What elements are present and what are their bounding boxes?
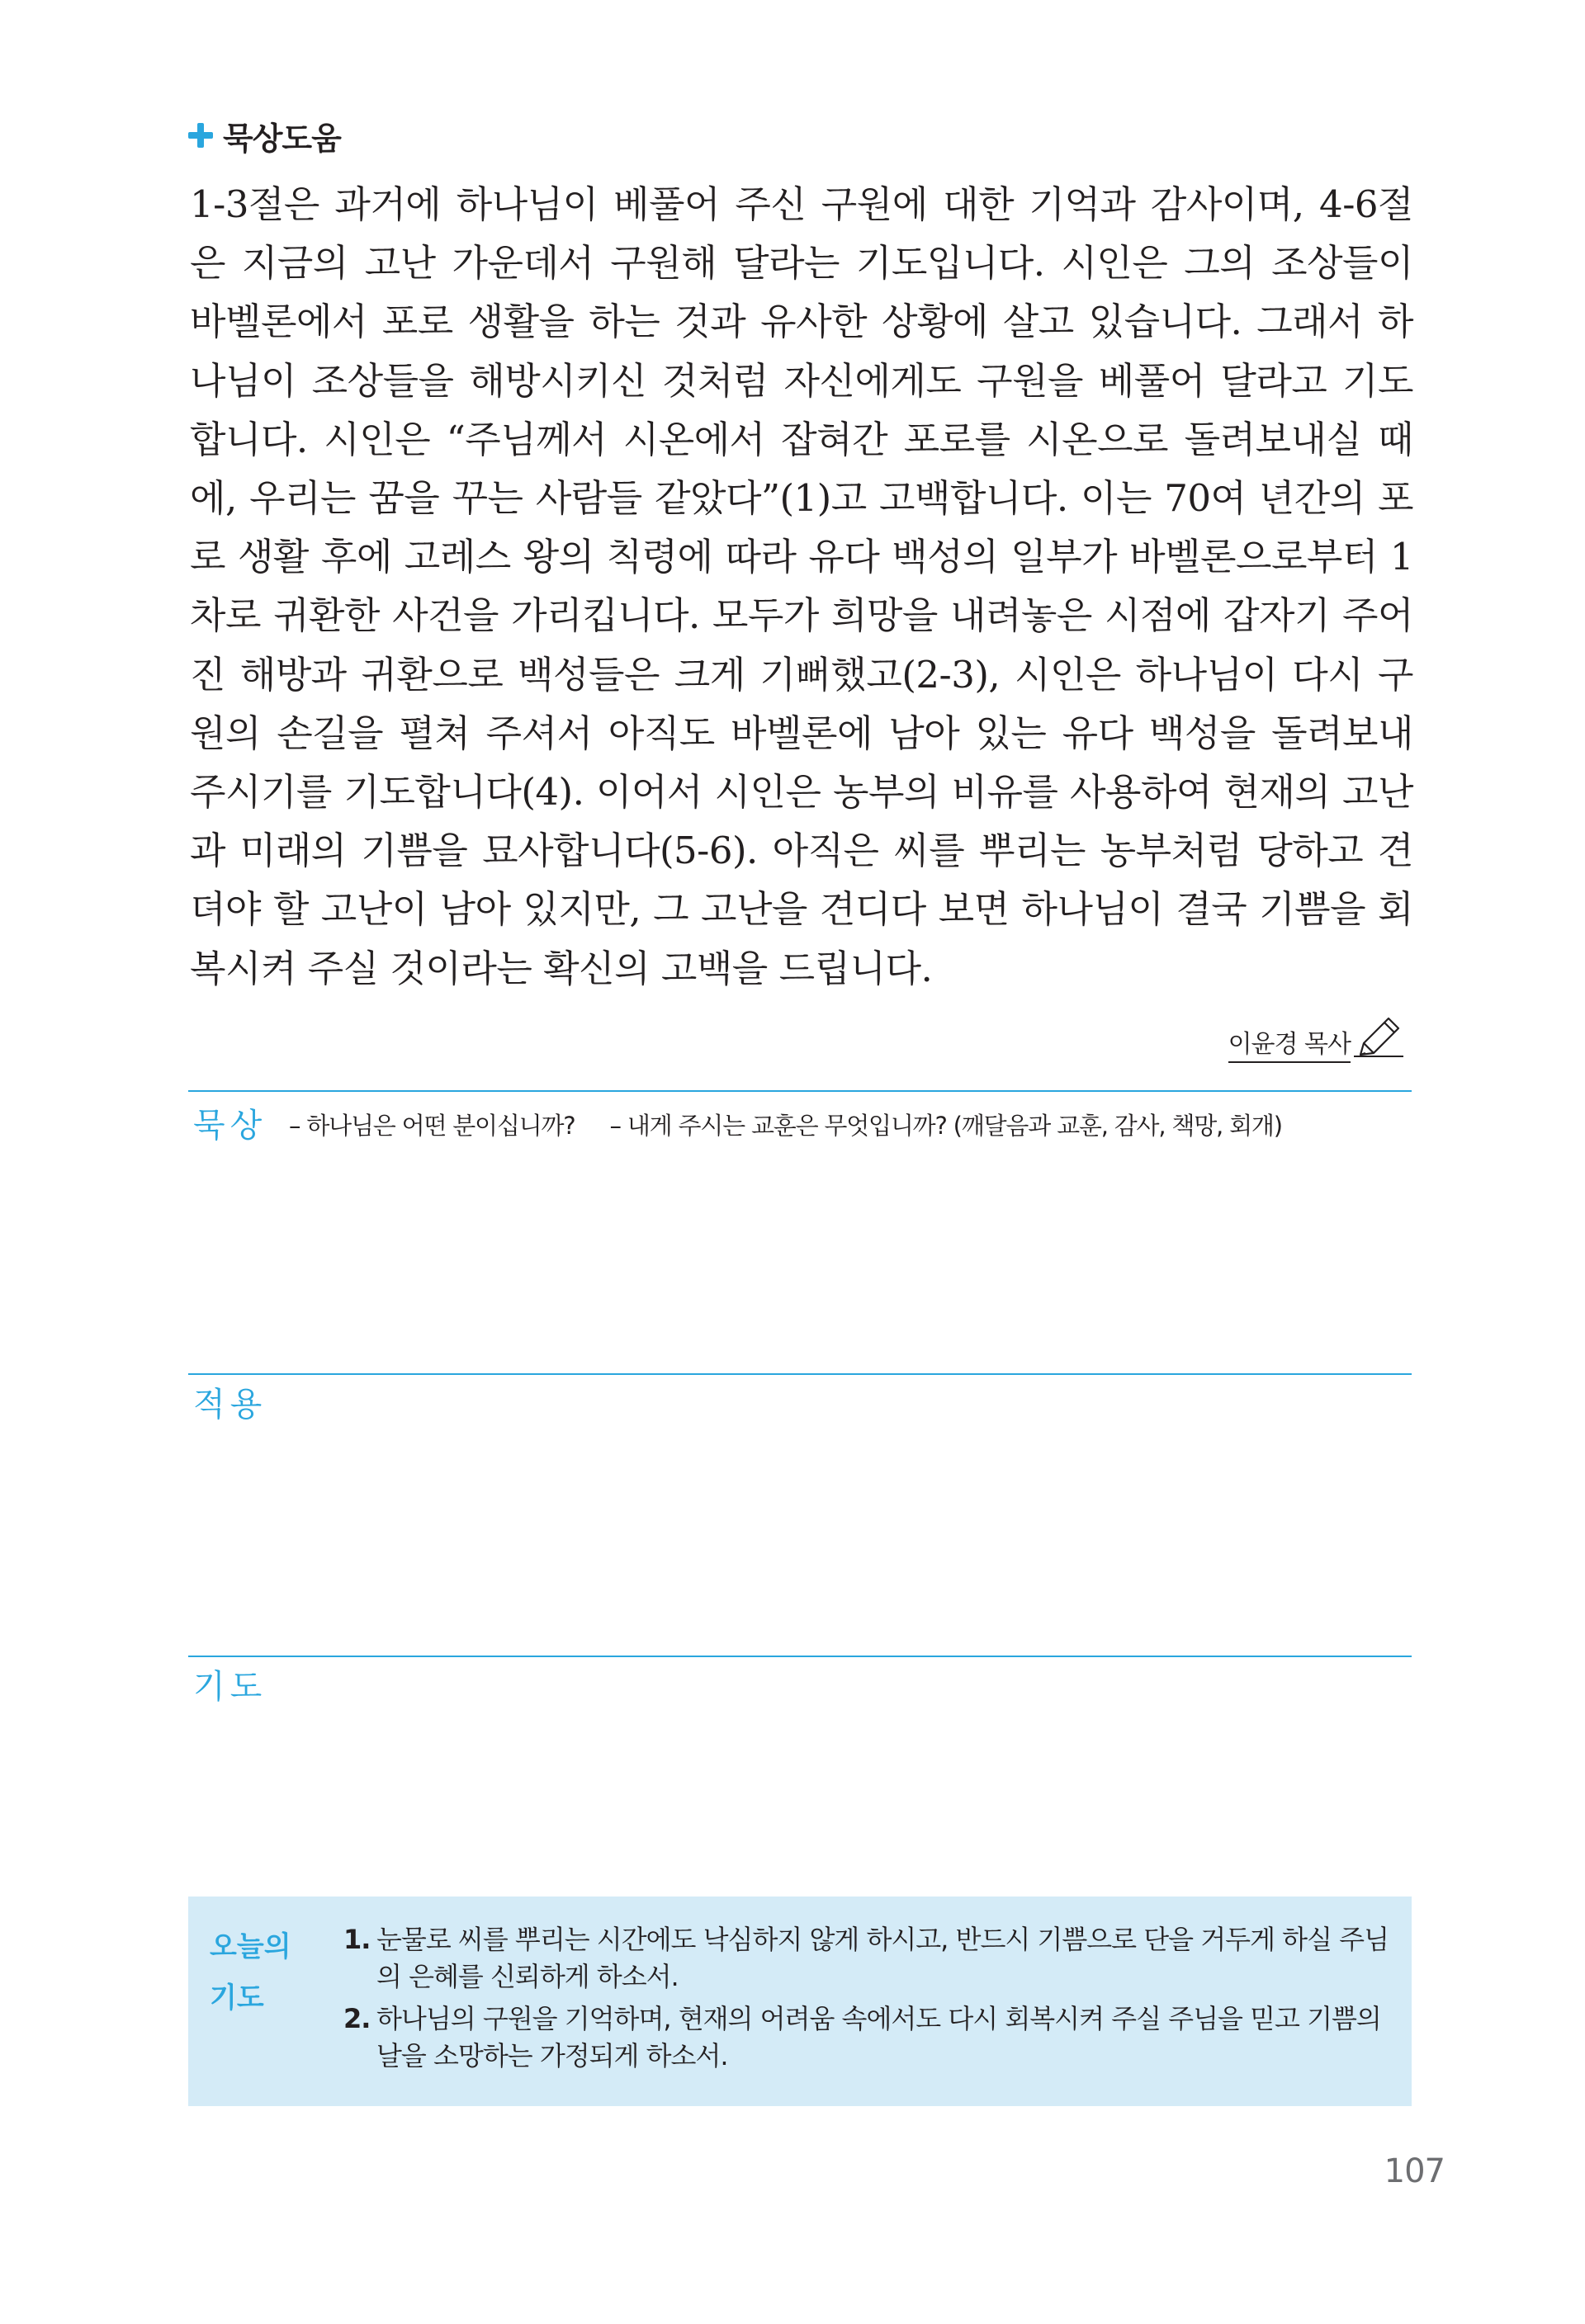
prayer-heading: 기도 — [193, 1668, 267, 1706]
prayer-item — [343, 2000, 1392, 2075]
todays-prayer-label — [210, 1921, 309, 2024]
prayer-item-text: 눈물로 씨를 뿌리는 시간에도 낙심하지 않게 하시고, 반드시 기쁨으로 단을 거두게 하실 주님의 은혜를 신뢰하게 하소서. — [376, 1924, 1389, 1992]
author-signature — [1228, 1013, 1403, 1063]
section-title-text: 묵상도움 — [223, 120, 341, 157]
todays-prayer-label-line2: 기도 — [210, 1982, 264, 2015]
plus-icon — [188, 123, 213, 148]
commentary-text: 1-3절은 과거에 하나님이 베풀어 주신 구원에 대한 기억과 감사이며, 4-6절은 지금의 고난 가운데서 구원해 달라는 기도입니다. 시인은 그의 조상들이 바벨론에서 포로 생활을 하는 것과 유사한 상황에 살고 있습니다. 그래서 하나님이 조상들을 해방시키신 것처럼 자신에게도 구원을 베풀어 달라고 기도합니다. 시인은 “주님께서 시온에서 잡혀간 포로를 시온으로 돌려보내실 때에, 우리는 꿈을 꾸는 사람들 같았다”(1)고 고백합니다. 이는 70여 년간의 포로 생활 후에 고레스 왕의 칙령에 따라 유다 백성의 일부가 바벨론으로부터 1차로 귀환한 사건을 가리킵니다. 모두가 희망을 내려놓은 시점에 갑자기 주어진 해방과 귀환으로 백성들은 크게 기뻐했고(2-3), 시인은 하나님이 다시 구원의 손길을 펼쳐 주셔서 아직도 바벨론에 남아 있는 유다 백성을 돌려보내 주시기를 기도합니다(4). 이어서 시인은 농부의 비유를 사용하여 현재의 고난과 미래의 기쁨을 묘사합니다(5-6). 아직은 씨를 뿌리는 농부처럼 당하고 견뎌야 할 고난이 남아 있지만, 그 고난을 견디다 보면 하나님이 결국 기쁨을 회복시켜 주실 것이라는 확신의 고백을 드립니다. — [190, 182, 1413, 990]
prayer-item-text: 하나님의 구원을 기억하며, 현재의 어려움 속에서도 다시 회복시켜 주실 주님을 믿고 기쁨의 날을 소망하는 가정되게 하소서. — [376, 2003, 1381, 2071]
prayer-item-number: 1. — [343, 1924, 371, 1955]
application-heading: 적용 — [193, 1386, 267, 1424]
pencil-icon — [1354, 1013, 1403, 1063]
meditation-prompt-god: – 하나님은 어떤 분이십니까? — [289, 1112, 575, 1140]
prayer-item — [343, 1921, 1392, 1996]
todays-prayer-list — [343, 1921, 1392, 2080]
meditation-prompts — [289, 1108, 1282, 1141]
page-number: 107 — [1384, 2152, 1445, 2190]
prayer-rule — [188, 1656, 1412, 1657]
meditation-prompt-lesson: – 내게 주시는 교훈은 무엇입니까? (깨달음과 교훈, 감사, 책망, 회개) — [609, 1112, 1282, 1140]
meditation-heading: 묵상 — [193, 1107, 267, 1145]
meditation-rule — [188, 1090, 1412, 1092]
section-title — [188, 109, 341, 162]
application-rule — [188, 1373, 1412, 1375]
prayer-item-number: 2. — [343, 2003, 371, 2034]
todays-prayer-box — [188, 1897, 1412, 2106]
author-name: 이윤경 목사 — [1228, 1023, 1351, 1063]
todays-prayer-label-line1: 오늘의 — [210, 1930, 291, 1963]
